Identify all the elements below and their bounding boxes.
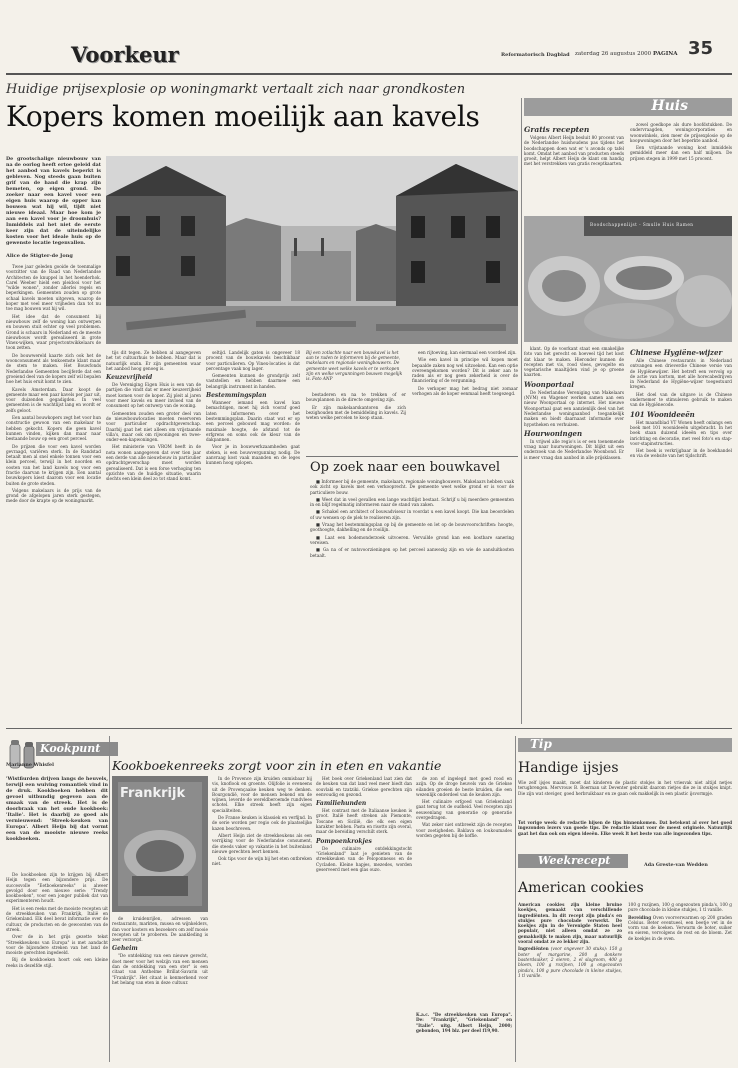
section-header-bar <box>68 38 728 72</box>
kookpunt-column-3: In de Provence zijn kruiden onmisbaar bij vis, knoflook en groente. Olijfolie is eveneens uit de Provençaalse keuken weg te denken. Bourgondië, voor de mensen bekend om de wijnen, leverde de wereldberoemde rundvlees schotel. Elke streek heeft zijn eigen specialiteiten. De Franse keuken is klassiek en verfijnd. In de serie worden per regio ook de plaatselijke kazen beschreven. Albert Heijn ziet de streekkeukens als een verrijking voor de Nederlandse consument, die steeds vaker op vakantie in het buitenland nieuwe gerechten leert kennen. Ook tips voor de wijn bij het eten ontbreken niet. <box>212 776 312 867</box>
kookpunt-banner <box>6 736 118 772</box>
section-title: Voorkeur <box>71 42 179 67</box>
weekrecept-author: Ada Greste-van Wedden <box>644 862 708 868</box>
article-byline: Alice de Stigter-de Jong <box>6 253 73 259</box>
sidebar-photo-label: Boodschappenlijst - Smulle Huis Ramen <box>590 222 694 227</box>
article-lead: De grootschalige nieuwbouw van na de oorlog heeft ertoe geleid dat het aanbod van kavels beperkt is gebleven. Nog steeds gaan buiten grif van de hand die krap zijn bemeten, op eigen grond. De zoeker naar een kavel voor een eigen huis waarop de opper kan bouwen wat hij wil, tijdt niet nieuwe ideaal. Maar hoe kom je aan een kavel voor je droomhuis? Inmiddels zal het niet de eerste keer zijn dat de uiteindelijke kosten voor het ideale huis op de gewenste locatie tegenvallen. <box>6 156 101 246</box>
newspaper-name: Reformatorisch Dagblad <box>501 52 570 58</box>
subhead-pompoenkrokjes: Pompoenkrokjes <box>316 837 372 845</box>
kookpunt-title-bar <box>36 742 118 756</box>
info-box-text: ■ Informeer bij de gemeente, makelaars, regionale woningbouwers. Makelaars hebben vaak ook zicht op kavels met een verkooprecht. De gemeente weet welke grond er is voor de particuliere bouw. ■ Weet dat in veel gevallen een lange wachtlijst bestaat. Schrijf u bij meerdere gemeenten in en blijf regelmatig informeren naar de stand van zaken. ■ Schakel een architect of bouwadviseur in voordat u een kavel koopt. Die kan beoordelen of uw wensen op de plek te realiseren zijn. ■ Vraag het bestemmingsplan op bij de gemeente en let op de bouwvoorschriften: hoogte, goothoogte, dakhelling en de rooilijn. ■ Laat een bodemonderzoek uitvoeren. Vervuilde grond kan een kostbare sanering vereisen. ■ Ga na of er nutsvoorzieningen op het perceel aanwezig zijn en wie de aansluitkosten betaalt. <box>310 479 514 558</box>
tip-lead: Wie zelf ijsjes maakt, moet dat kinderen de plastic stokjes in het vriesvak niet altijd netjes terugbrengen. Mervrouw B. Boerman uit Deventer gebruikt daarom rietjes die ze in stukjes knipt. Die zijn wat steviger, goed herbruikbaar en ze gaan ook makkelijk in een plastic ijsvormpje. <box>518 780 732 796</box>
food-photo-graphic <box>524 216 732 342</box>
book-cover-title: Frankrijk <box>120 786 186 801</box>
article-kicker: Huidige prijsexplosie op woningmarkt vertaalt zich naar grondkosten <box>6 82 466 97</box>
kookpunt-column-1: De kookboeken zijn te krijgen bij Albert Heijn tegen een bijzondere prijs. De succesvolle "Eetboekenreeks" is alweer gevolgd door een nieuwe serie: "Trendy kookboeken", voor een jonger publiek dat van experimenteren houdt. Het is een reeks met de mooiste recepten uit de streekkeuken van Frankrijk, Italië en Griekenland. Elk deel bevat informatie over de cultuur, de producten en de gewoonten van de streek. Over de in het grijs gezette tekst "Streekkeukens van Europa" is met aandacht voor de bijzondere streken van het land de mooiste gerechten ingedeeld. Bij de kookboeken hoort ook een kleine reeks in dezelfde stijl. <box>6 872 108 968</box>
houses-photo-graphic <box>106 156 518 344</box>
weekrecept-title-bar <box>518 854 628 868</box>
kookpunt-column-4: Het boek over Griekenland laat zien dat de keuken van dat land veel meer biedt dan souvlaki en tzatziki. Griekse gerechten zijn eenvoudig en gezond. Familiehunden Het contrast met de Italiaanse keuken is groot. Italië heeft streken als Piemonte, Toscane en Sicilië, die elk een eigen karakter hebben. Pasta en risotto zijn overal, maar de bereiding verschilt sterk. Pompoenkrokjes De culinaire ontdekkingstocht "Griekenland" laat je genieten van de streekkeuken van de Peloponnesos en de Cycladen. Kleine hapjes, mezedes, worden geserveerd met een glas ouzo. <box>316 776 412 872</box>
tip-note: Tot vorige week: de redactie hijsen de tips binnenkomen. Dat betekent al over het goed ingezonden lezers van goede tips. De redactie klant voor de meest originele. Natuurlijk gaat het dan ook om eigen ideeën. Elke week lt het beste van alle ingezonden tips. <box>518 820 732 836</box>
weekrecept-column-2: 100 g rozijnen, 100 g ongezouten pinda's, 100 g pure chocolade in kleine stukjes, 1 tl vanille. Bereiding Oven voorverwarmen op 200 graden Celsius. Beter eventueel, een beetje vet in de vorm van de koeken. Verwarm de boter, suiker en eieren, vervolgens de rest en de bloem. Zet de koekjes in de oven. <box>628 902 732 941</box>
weekrecept-column-1: American cookies zijn kleine bruine koekjes, gemaakt van verschillende ingrediënten. In dit recept zijn pinda's en stukjes pure chocolade verwerkt. De koekjes zijn in de Verenigde Staten heel populair, niet alleen omdat ze zo gemakkelijk te maken zijn, maar natuurlijk vooral omdat ze zo lekker zijn. Ingrediënten (voor ongeveer 30 stuks): 150 g boter of margarine, 200 g donkere basterdsuiker, 2 eieren, 2 el slagroom, 400 g bloem, 100 g rozijnen, 100 g ongezouten pinda's, 100 g pure chocolade in kleine stukjes, 1 tl vanille. <box>518 902 622 978</box>
sidebar-huis-header <box>524 98 732 116</box>
article-column-4: bestaderen en na te trekken of er bouwplannen in de directe omgeving zijn. Er zijn makelaarskantoren die zich bezighouden met de bemiddeling in kavels. Zij weten welke percelen te koop staan. <box>306 392 406 421</box>
header-rule <box>6 73 732 75</box>
sidebar-item-gratis-recepten: Gratis recepten <box>524 125 590 134</box>
sidebar-item-101-woonideeen: 101 Woonideeën <box>630 409 695 419</box>
kookpunt-lead: 'Wistfiurden drijven langs de heuvels, terwijl een wuiving romantiek vind in de druk. Kookboeken hebben dit gevoel uitbundig gegeven aan de smaak van de streek. Het is de doorbraak van het oude kookboek: 'Italie'. Het is daarbij zo goed als vernieuwend: 'Streek-keuken van Europa'. Albert Heijn bij dat vormt een van de mooiste nieuwe reeks kookboeken. <box>6 776 108 842</box>
article-column-1: Twee jaar geleden gooide de toenmalige voorzitter van de Raad van Nederlandse Architecten de knuppel in het hoenderhok. Carel Weeber hield een pleidooi voor het "wilde wonen", zonder allerlei regels en beperkingen. Gemeenten zouden op grote schaal kavels moeten uitgeven, waarop de koper met veel meer vrijheden dan tot nu toe mag bouwen wat hij wil. Het idee dat de consument bij nieuwbouw zelf de woning kan ontwerpen en bouwen stuit echter op veel problemen. Grond is schaars in Nederland en de meeste nieuwbouw wordt gerealiseerd in grote Vinex-wijken, waar projectontwikkelaars de toon zetten. De bouwwereld kaarte zich ook het de woonconsument als tenkoemste klant maar de stem te maken. Het Bouwfonds Nederlandse Gemeenten becijferde dat een groeiend deel van de kopers zelf wil bepalen hoe het huis eruit komt te zien. Kavels Amsterdam. Daar koopt de gemeente maar een paar kavels per jaar uit, voor duizenden gegadigden. In veel gemeenten is de wachtlijst lang en wordt er zelfs geloot. Een aantal bouwkopers zegt het voor hun constructie gewoon van een makelaar te hebben gekocht. Kopers die geen kavel kunnen vinden, kijken dan maar naar bestaande bouw op een groot perceel. De prijzen die voor een kavel worden gevraagd, variëren sterk. In de Randstad betaalt men al snel enkele tonnen voor een klein perceel, terwijl in het noorden en oosten van het land kavels nog voor een fractie daarvan te krijgen zijn. Een aantal bouwkopers kiest daarom voor een locatie buiten de grote steden. Volgens makelaars is de prijs van de grond de afgelopen jaren sterk gestegen, mede door de krapte op de woningmarkt. <box>6 264 101 504</box>
kookpunt-title: Kookpunt <box>40 742 101 755</box>
column-rule <box>109 736 110 1062</box>
subhead-familiehunden: Familiehunden <box>316 800 367 808</box>
weekrecept-banner <box>518 852 732 878</box>
sidebar-col-2: zowel goedkope als dure hoofdstukken. De ondervraagden, woningcorporaties en woonwinkels, zien meer de prijsexplosie op de koopwoningen door het beperkte aanbod. Een vrijstaande woning kost inmiddels gemiddeld meer dan een half miljoen. De prijzen stegen in 1999 met 15 procent. <box>630 122 732 161</box>
subhead-keuzevrijheid: Keuzevrijheid <box>106 374 153 382</box>
article-column-5: een rijtoeving, kan eiermaal een voordeel zijn. Wie een kavel in principe wil kopen moet bepaalde zaken nog wel uitzoeken. Kan een optie overeengekomen worden? Dit is zeker aan te raden als er nog geen zekerheid is over de financiering of de vergunning. De verkoper mag het bedrag niet zomaar verhogen als de koper eenmaal heeft toegezegd. <box>412 350 518 397</box>
subhead-geheim: Geheim <box>112 945 138 953</box>
sidebar-photo-food <box>524 216 732 342</box>
article-headline: Kopers komen moeilijk aan kavels <box>6 100 480 133</box>
mid-page-rule <box>6 728 732 729</box>
sidebar-huis-title: Huis <box>651 98 688 114</box>
subhead-bestemmingsplan: Bestemmingsplan <box>206 392 267 400</box>
weekrecept-title: Weekrecept <box>538 854 611 867</box>
kookpunt-author: Marianne Whisfel <box>6 762 54 768</box>
sidebar-item-hourwoningen: Hourwoningen <box>524 428 583 438</box>
tip-title: Tip <box>530 737 552 751</box>
book-cover-frankrijk <box>112 776 208 912</box>
info-box-title: Op zoek naar een bouwkavel <box>310 460 501 475</box>
tip-headline: Handige ijsjes <box>518 760 619 776</box>
page-label: PAGINA <box>653 51 678 57</box>
kookpunt-column-2: de kruidenrijlen, adressen van restaurants, markten, musea en wijnkelders, dan voor kosters en bezoekers om zelf mooie recepten uit te proberen. De aankleding is zeer verzorgd. Geheim "De ontdekking van een nieuwe gerecht, doet meer voor het welzijn van een mensen dan de ontdekking van een ster" is een citaat van Anthelme Brillat-Savarin uit "Frankrijk". Het citaat is kenmerkend voor het belang van eten in deze cultuur. <box>112 916 208 985</box>
sidebar-col-4: Chinese Hygiëne-wijzer Alle Chinese restaurants in Nederland ontvangen een drieverdie Chinese versie van de Hygiënewijzer. Het betreft een vervolg op de actie van kortom, met alle horecabedrijven in Nederland de Hygiëne-wijzer toegestuurd kregen. Het doel van de uitgave is de Chinese ondernemer te stimuleren gebruik te maken van de Hygiënecode. 101 Woonideeën Het maandblad VT Wonen heeft onlangs een boek met 101 woonideeën uitgebracht. In het boek staan duizend ideeën en tips over inrichting en decoratie, met veel foto's en stap-voor-stapinstructies. Het boek is verkrijgbaar in de boekhandel en via de website van het tijdschrift. <box>630 348 732 459</box>
tip-banner <box>518 738 732 752</box>
page-number: 35 <box>688 38 714 59</box>
sidebar-item-woonportaal: Woonportaal <box>524 379 574 389</box>
sidebar-item-chinese-hygiene: Chinese Hygiëne-wijzer <box>630 348 723 357</box>
photo-caption: Bij een zotlachte naar een bouwkavel is het aan te raden te informeren bij de gemeente, makelaars en regionale woningbouwers. De gemeente weet welke kavels er te verkopen zijn en welke vergunningen bouwen mogelijk is. Foto ANP <box>306 350 403 382</box>
kookpunt-source: K.a.c. "De streekkeuken van Europa". De: "Frankrijk", "Griekenland" en "Italie". uitg. Albert Heijn, 2000; gebonden, 194 blz. per deel f19,90. <box>416 1012 512 1033</box>
weekrecept-headline: American cookies <box>518 880 644 896</box>
sidebar-col-1: Gratis recepten Volgens Albert Heijn besluit 80 procent van de Nederlandse huishoudens pas tijdens het boodschappen doen wat er 's avonds op tafel komt. Omdat het aanbod van producten steeds groeit, helpt Albert Heijn de klant om handig met het verstrekken van gratis receptkaarten. <box>524 125 624 167</box>
article-photo-houses <box>106 156 518 344</box>
column-rule <box>515 736 516 1062</box>
article-column-3: seltijd. Landelijk gaten is ongeveer 18 procent van de bouwkavels beschikbaar voor particulieren. Op Vinex-locaties is dat percentage vaak nog lager. Gemeenten kunnen de grondprijs zelf vaststellen en hebben daarmee een belangrijk instrument in handen. Bestemmingsplan Wanneer iemand een kavel kan bemachtigen, moet hij zich vooraf goed laten informeren over het bestemmingsplan. Daarin staat wat er op een perceel gebouwd mag worden: de maximale hoogte, de afstand tot de erfgrens en soms ook de kleur van de dakpannen. Voor je in bouwwerkzaamheden gaat steken, is een bouwvergunning nodig. De aanvraag kost vaak maanden en de leges kunnen hoog oplopen. <box>206 350 300 466</box>
info-box <box>306 456 518 725</box>
kookpunt-column-5: de zon of ingelegd met goed rood en azijn. Op de droge heuvels van de Griekse eilanden groeien de beste kruiden, die een wezenlijk onderdeel van de keuken zijn. Het culinaire erfgoed van Griekenland gaat terug tot de oudheid. Veel recepten zijn eeuwenlang van generatie op generatie overgedragen. Wat zeker niet ontbreekt zijn de recepten voor zoetigheden. Baklava en loukoumades worden gegeten bij de koffie. K.a.c. "De streekkeuken van Europa". De: "Frankrijk", "Griekenland" en "Italie". uitg. Albert Heijn, 2000; gebonden, 194 blz. per deel f19,90. <box>416 776 512 1033</box>
article-column-2: tijs dit tegen. Ze hebben al aangegeven het tot cultuurhuis te hebben. Maar dat is natuurlijk onzin. Er zijn gemeenten waar het aanbod hoog genoeg is. Keuzevrijheid De Vereniging Eigen Huis is een van de partijen die vindt dat er meer keuzevrijheid moet komen voor de koper. Zij pleit al jaren voor meer kavels en meer invloed van de consument op het ontwerp van de woning. Gemeenten zouden een groter deel van de nieuwbouwlocaties moeten reserveren voor particulier opdrachtgeverschap. Daarbij gaat het niet alleen om vrijstaande villa's, maar ook om rijwoningen en twee-onder-een-kapwoningen. Het ministerie van VROM heeft in de nota wonen aangegeven dat over tien jaar een derde van alle nieuwbouw in particulier opdrachtgeverschap moet worden gerealiseerd. Dat is een forse verhoging ten opzichte van de huidige situatie, waarin slechts een klein deel zo tot stand komt. <box>106 350 201 482</box>
kookpunt-headline: Kookboekenreeks zorgt voor zin in eten en vakantie <box>112 758 442 773</box>
issue-date: zaterdag 26 augustus 2000 <box>575 51 652 57</box>
column-rule <box>521 98 522 724</box>
sidebar-col-3: klant. Op de voorkant staat een smakelijke foto van het gerecht en hoeveel tijd het kost dat klaar te maken. Hieronder kunnen de recepten met vis, rood vlees, gevogelte en vegetarische maaltijden vind je op groene kaarten. Woonportaal De Nederlandse Vereniging van Makelaars (NVM) en Wagener werken samen aan een nieuw Woonportaal op internet. Het nieuwe Woonportaal gaat een aanzienlijk deel van het Nederlandse woningaanbod toegankelijk maken en biedt daarnaast informatie over hypotheken en verhuizen. Hourwoningen In vrijwel alle regio's is er een toenemende vraag naar huurwoningen. Dit blijkt uit een onderzoek van de Nederlandse Woonbond. Er is meer vraag dan aanbod in alle prijsklassen. <box>524 346 624 460</box>
